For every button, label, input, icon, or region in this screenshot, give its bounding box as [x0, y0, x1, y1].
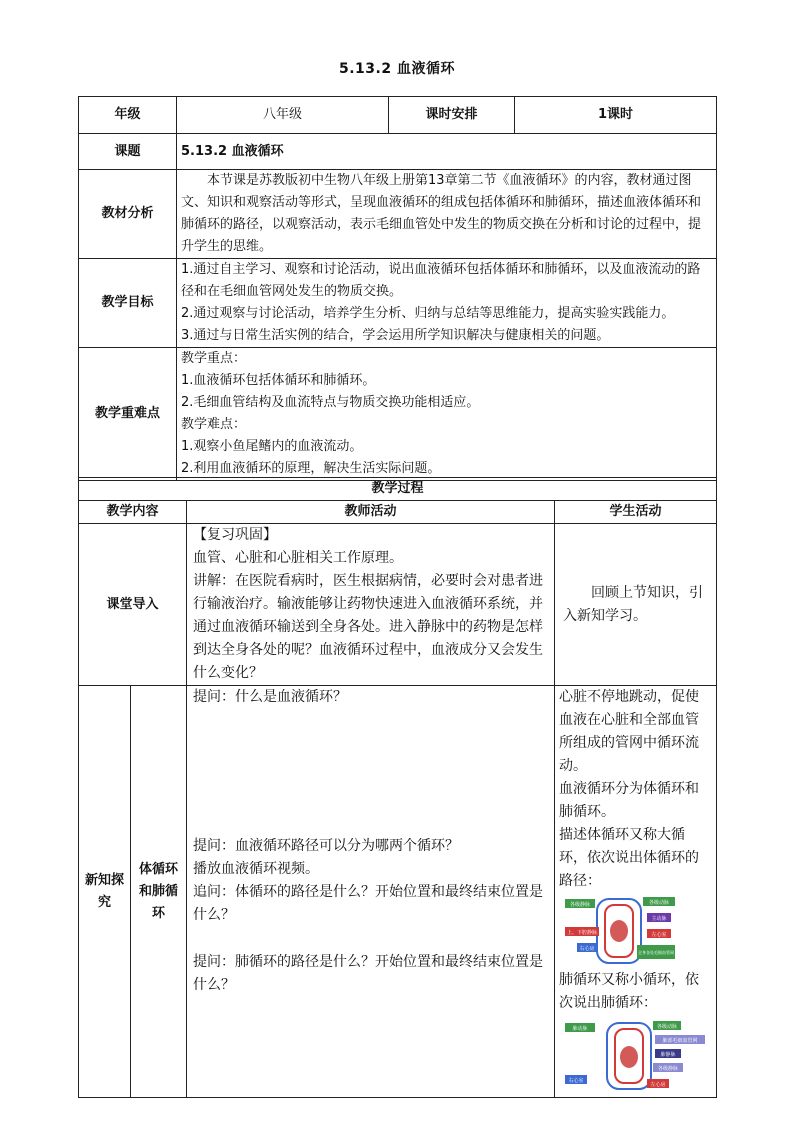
- pulmonary-circulation-diagram: [563, 1017, 709, 1095]
- diagram-label: 右心房: [579, 946, 595, 952]
- keypoint-line: 教学重点：: [181, 351, 247, 366]
- lesson-info-table: [78, 96, 717, 481]
- diagram-label: 各级静脉: [657, 1066, 679, 1072]
- intro-row: [79, 524, 717, 686]
- play-video-text: 播放血液循环视频。: [193, 861, 319, 877]
- intro-review-heading: 【复习巩固】: [193, 527, 277, 543]
- diagram-label: 上、下腔静脉: [566, 930, 598, 936]
- keypoint-line: 2.利用血液循环的原理，解决生活实际问题。: [181, 461, 441, 476]
- explore-row: [79, 686, 717, 1098]
- diagram-label: 右心室: [568, 1078, 584, 1084]
- diagram-label: 左心室: [651, 932, 667, 938]
- explore-label: 新知探究: [79, 686, 131, 1098]
- heart-icon: [610, 920, 628, 942]
- intro-student-activity: 回顾上节知识，引入新知学习。: [563, 584, 703, 624]
- topic-label: 课题: [79, 134, 177, 170]
- grade-value: 八年级: [177, 97, 389, 134]
- diagram-label: 各级静脉: [569, 902, 591, 908]
- goal-item: 3.通过与日常生活实例的结合，学会运用所学知识解决与健康相关的问题。: [181, 328, 610, 343]
- keypoint-line: 教学难点：: [181, 417, 247, 432]
- analysis-label: 教材分析: [79, 170, 177, 259]
- explore-sublabel: 体循环和肺循环: [131, 686, 187, 1098]
- goal-item: 2.通过观察与讨论活动，培养学生分析、归纳与总结等思维能力，提高实验实践能力。: [181, 306, 675, 321]
- diagram-label: 主动脉: [651, 916, 667, 922]
- process-title: 教学过程: [79, 478, 717, 501]
- answer-pulmonary-intro: 肺循环又称小循环，依次说出肺循环：: [559, 972, 699, 1011]
- keypoint-line: 2.毛细血管结构及血流特点与物质交换功能相适应。: [181, 395, 480, 410]
- diagram-label: 各级动脉: [656, 1024, 678, 1030]
- question-what-is-circulation: 提问：什么是血液循环？: [193, 689, 347, 705]
- diagram-label: 左心房: [650, 1082, 666, 1088]
- analysis-row: [79, 170, 717, 259]
- goals-label: 教学目标: [79, 259, 177, 348]
- keypoint-line: 1.血液循环包括体循环和肺循环。: [181, 373, 376, 388]
- schedule-value: 1课时: [515, 97, 717, 134]
- intro-label: 课堂导入: [79, 524, 187, 686]
- schedule-label: 课时安排: [389, 97, 515, 134]
- topic-value: 5.13.2 血液循环: [177, 134, 717, 170]
- intro-explanation: 讲解：在医院看病时，医生根据病情，必要时会对患者进行输液治疗。输液能够让药物快速进入血液循环系统，并通过血液循环输送到全身各处。进入静脉中的药物是怎样到达全身各处的呢？血液循环过程中，血液成分又会发生什么变化？: [193, 573, 543, 681]
- systemic-circulation-diagram: [563, 895, 677, 967]
- goal-item: 1.通过自主学习、观察和讨论活动，说出血液循环包括体循环和肺循环，以及血液流动的路径和在毛细血管网处发生的物质交换。: [181, 262, 701, 299]
- intro-review-text: 血管、心脏和心脏相关工作原理。: [193, 550, 403, 566]
- question-pulmonary-path: 提问：肺循环的路径是什么？开始位置和最终结束位置是什么？: [193, 954, 543, 993]
- grade-row: [79, 97, 717, 134]
- keypoints-row: [79, 348, 717, 481]
- process-header-row: [79, 501, 717, 524]
- diagram-label: 肺静脉: [660, 1052, 676, 1058]
- grade-label: 年级: [79, 97, 177, 134]
- topic-row: [79, 134, 717, 170]
- question-systemic-path: 追问：体循环的路径是什么？开始位置和最终结束位置是什么？: [193, 884, 543, 923]
- answer-systemic-intro: 描述体循环又称大循环，依次说出体循环的路径：: [559, 827, 699, 889]
- teaching-process-table: [78, 477, 717, 1098]
- heart-icon: [620, 1046, 638, 1068]
- diagram-label: 全身各处毛细血管网: [638, 950, 674, 955]
- col-student-header: 学生活动: [555, 501, 717, 524]
- analysis-text: 本节课是苏教版初中生物八年级上册第13章第二节《血液循环》的内容，教材通过图文、知识和观察活动等形式，呈现血液循环的组成包括体循环和肺循环，描述血液体循环和肺循环的路径，以观察活动，表示毛细血管处中发生的物质交换在分析和讨论的过程中，提升学生的思维。: [181, 173, 702, 254]
- question-two-circulations: 提问：血液循环路径可以分为哪两个循环？: [193, 838, 459, 854]
- col-teacher-header: 教师活动: [187, 501, 555, 524]
- process-title-row: [79, 478, 717, 501]
- diagram-label: 肺动脉: [572, 1026, 588, 1032]
- answer-circulation-definition: 心脏不停地跳动，促使血液在心脏和全部血管所组成的管网中循环流动。: [559, 689, 699, 774]
- diagram-label: 肺部毛细血管网: [662, 1038, 698, 1044]
- answer-two-circulations: 血液循环分为体循环和肺循环。: [559, 781, 699, 820]
- goals-row: [79, 259, 717, 348]
- document-title: 5.13.2 血液循环: [339, 61, 455, 77]
- keypoint-line: 1.观察小鱼尾鳍内的血液流动。: [181, 439, 363, 454]
- col-content-header: 教学内容: [79, 501, 187, 524]
- keypoints-label: 教学重难点: [79, 348, 177, 481]
- diagram-label: 各级动脉: [648, 900, 670, 906]
